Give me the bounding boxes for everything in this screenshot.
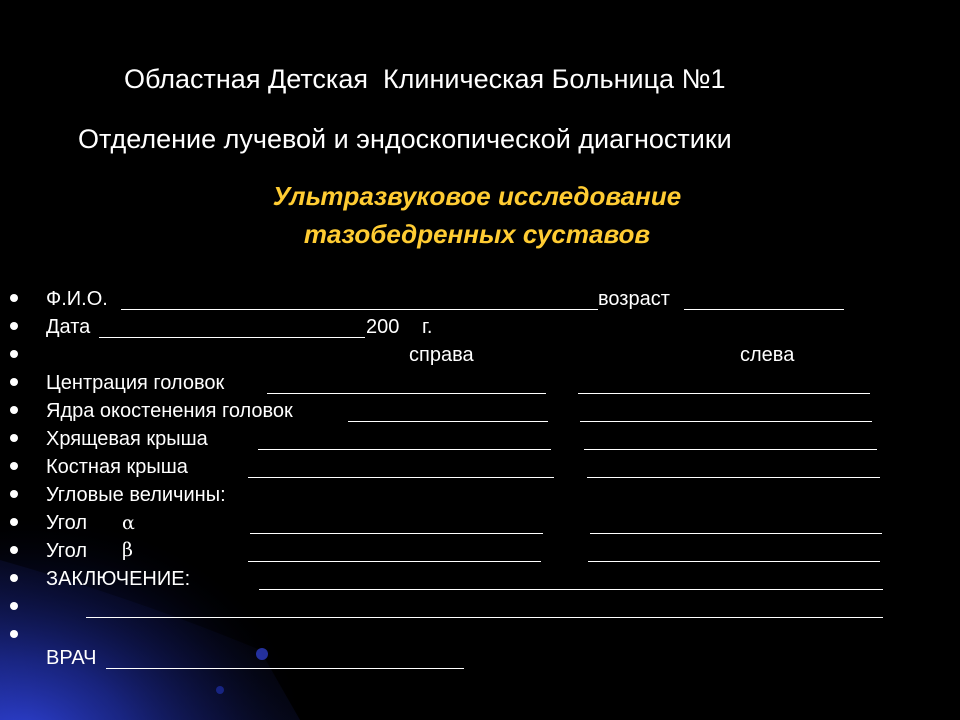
- alpha-left-line[interactable]: [590, 533, 882, 534]
- conclusion-label: ЗАКЛЮЧЕНИЕ:: [46, 568, 191, 590]
- beta-left-line[interactable]: [588, 561, 880, 562]
- bullet: [10, 350, 18, 358]
- bullet: [10, 574, 18, 582]
- cartilage-roof-right-line[interactable]: [258, 449, 551, 450]
- bullet: [10, 322, 18, 330]
- doctor-signature-line[interactable]: [106, 668, 464, 669]
- bullet: [10, 490, 18, 498]
- age-field-line[interactable]: [684, 309, 844, 310]
- age-label: возраст: [598, 288, 670, 310]
- study-title-line2: тазобедренных суставов: [303, 219, 651, 249]
- year-suffix: г.: [422, 316, 433, 338]
- ossification-left-line[interactable]: [580, 421, 872, 422]
- date-label: Дата: [46, 316, 91, 338]
- bullet: [10, 294, 18, 302]
- column-right-label: справа: [409, 344, 474, 366]
- conclusion-line-2[interactable]: [86, 617, 883, 618]
- bullet: [10, 406, 18, 414]
- bullet: [10, 630, 18, 638]
- fio-field-line[interactable]: [121, 309, 598, 310]
- ossification-right-line[interactable]: [348, 421, 548, 422]
- hospital-name: Областная Детская Клиническая Больница №1: [124, 64, 726, 94]
- year-prefix: 200: [366, 316, 400, 338]
- bullet: [10, 434, 18, 442]
- column-left-label: слева: [740, 344, 795, 366]
- row-ossification-label: Ядра окостенения головок: [46, 400, 293, 422]
- beta-symbol: β: [122, 539, 133, 561]
- fio-label: Ф.И.О.: [46, 288, 108, 310]
- row-centration-label: Центрация головок: [46, 372, 225, 394]
- angle-beta-label: Угол: [46, 540, 88, 562]
- bullet: [10, 462, 18, 470]
- bone-roof-left-line[interactable]: [587, 477, 880, 478]
- conclusion-line-1[interactable]: [259, 589, 883, 590]
- study-title-line1: Ультразвуковое исследование: [272, 181, 682, 211]
- cartilage-roof-left-line[interactable]: [584, 449, 877, 450]
- angle-alpha-label: Угол: [46, 512, 88, 534]
- alpha-right-line[interactable]: [250, 533, 543, 534]
- row-cartilage-roof-label: Хрящевая крыша: [46, 428, 208, 450]
- department-name: Отделение лучевой и эндоскопической диагностики: [78, 124, 732, 154]
- doctor-label: ВРАЧ: [46, 647, 97, 669]
- bullet: [10, 602, 18, 610]
- row-bone-roof-label: Костная крыша: [46, 456, 188, 478]
- angles-label: Угловые величины:: [46, 484, 226, 506]
- bone-roof-right-line[interactable]: [248, 477, 554, 478]
- bullet: [10, 518, 18, 526]
- date-field-line[interactable]: [99, 337, 365, 338]
- centration-right-line[interactable]: [267, 393, 546, 394]
- centration-left-line[interactable]: [578, 393, 870, 394]
- bullet: [10, 378, 18, 386]
- alpha-symbol: α: [122, 512, 135, 534]
- bullet: [10, 546, 18, 554]
- beta-right-line[interactable]: [248, 561, 541, 562]
